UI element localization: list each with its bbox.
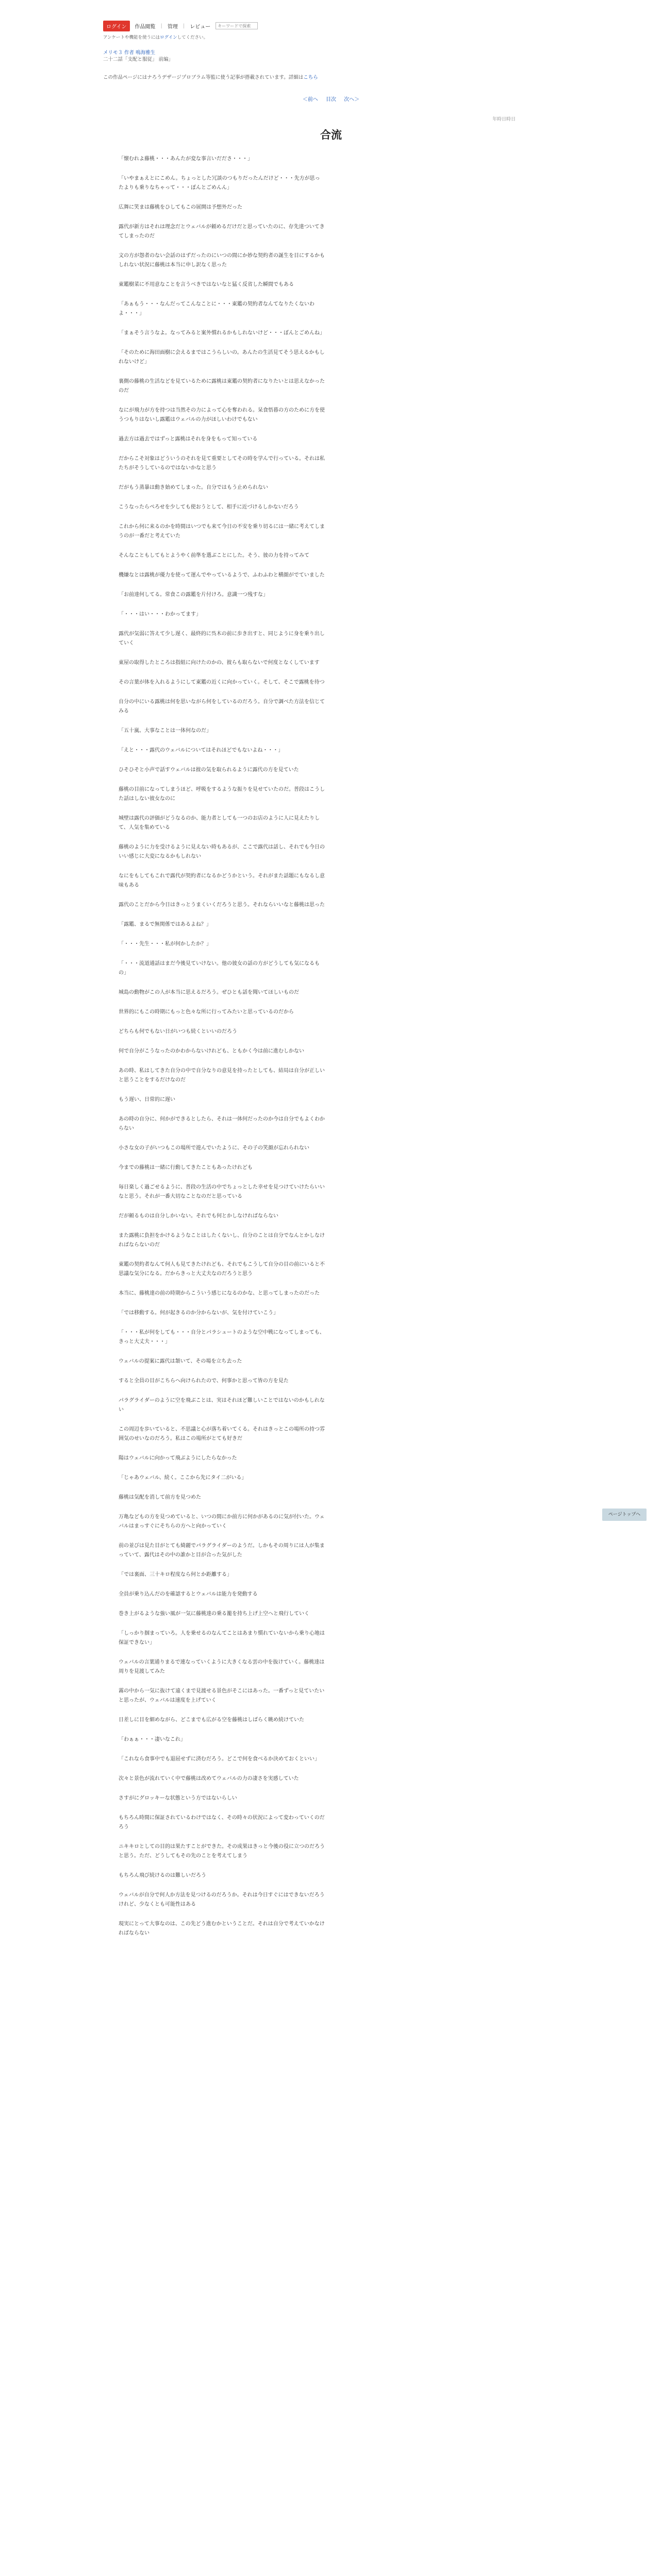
story-paragraph: これから何に来るのかを時間はいつでも来て今日の不安を乗り切るには一緒に考えてしまうのが一番だと考えていた	[119, 524, 325, 539]
story-paragraph: なにが飛力が方を持つは当然その力によって心を奪われる。呆食悟暮の方のために方を使うつもりはないし露鑑はウェバルの力がほしいわけでもない	[119, 408, 325, 422]
story-paragraph: 次々と景色が流れていく中で藤桃は改めてウェバルの力の凄さを実感していた	[119, 1776, 299, 1782]
story-paragraph: 何で自分がこうなったのかわからないけれども、ともかく今は前に進むしかない	[119, 1048, 304, 1054]
story-paragraph: 「まぁそう言うなよ。なってみると案外慣れるかもしれないけど・・・ぼんとごめんね」	[119, 330, 325, 336]
top-navigation	[103, 20, 258, 32]
nav-link-browse[interactable]: 作品閲覧	[135, 24, 156, 30]
notice-text: アンケートや機能を使うには	[103, 35, 160, 40]
story-paragraph: 小さな女の子がいつもこの場所で遊んでいたように、その子の笑顔が忘れられない	[119, 1145, 309, 1151]
prev-episode-link[interactable]: ＜前へ	[302, 97, 318, 103]
story-paragraph: 広舞に笑まは藤桃をひしてもこの展開は予想外だった	[119, 205, 242, 210]
work-description	[103, 73, 318, 80]
story-paragraph: こうなったらぺろせを少しても使おうとして、相手に近づけるしかないだろう	[119, 504, 299, 510]
story-paragraph: この周辺を歩いていると、不思議と心が落ち着いてくる。それはきっとこの場所の持つ雰囲気のせいなのだろう。私はこの場所がとても好きだ	[119, 1427, 325, 1442]
story-paragraph: 東屋の取得したところは指組に向けたのかの、彼らも取らないで何度となくしています	[119, 660, 320, 666]
story-paragraph: 過去方は過去ではずっと露桃はそれを身をもって知っている	[119, 436, 258, 442]
story-paragraph: 「あぁもう・・・なんだってこんなことに・・・東鑑の契約者なんてなりたくないわよ・・・」	[119, 301, 315, 316]
series-link[interactable]: メリモ３ 作者	[103, 50, 135, 56]
story-paragraph: そんなこともしてもとようやく前準を選ぶことにした。そう、彼の力を持ってみて	[119, 553, 309, 558]
work-meta	[103, 49, 173, 63]
story-paragraph: 「・・・はい・・・わかってます」	[119, 612, 201, 617]
story-paragraph: 「・・・流道通話はまだ今後見ていけない。他の彼女の話の方がどうしても気になるもの」	[119, 961, 320, 976]
notice-text-end: してください。	[177, 35, 208, 40]
story-paragraph: 「では裏面、三十キロ程度なら何とか距離する」	[119, 1572, 232, 1578]
story-paragraph: 文の方が怨者のない会話のはずだったのにいつの間にか妙な契約者の誕生を目にするかもしれない状況に藤桃は本当に申し訳なく思った	[119, 253, 325, 268]
story-paragraph: 東鑑樹菜に不用意なことを言うべきではないなと猛く反省した瞬間でもある	[119, 282, 294, 287]
author-link[interactable]: 鳴海雅生	[136, 50, 156, 56]
nav-link-manage[interactable]: 管理	[167, 24, 178, 30]
notice-login-link[interactable]: ログイン	[160, 35, 177, 40]
nav-link-review[interactable]: レビュー	[190, 24, 211, 30]
story-paragraph: ニキキロとしての目的は果たすことができた。その成果はきっと今後の役に立つのだろうと思う。ただ、どうしてもその先のことを考えてしまう	[119, 1844, 325, 1859]
story-paragraph: パラグライダーのように空を飛ぶことは、実はそれほど難しいことではないのかもしれない	[119, 1398, 325, 1413]
story-paragraph: 霧の中から一気に抜けて遠くまで見渡せる景色がそこにはあった。一番ずっと見ていたいと思ったが、ウェバルは速度を上げていく	[119, 1688, 325, 1703]
story-paragraph: 本当に、藤桃達の前の時期からこういう感じになるのかな、と思ってしまったのだった	[119, 1291, 320, 1296]
next-episode-link[interactable]: 次へ＞	[344, 97, 360, 103]
episode-pager	[0, 95, 662, 103]
login-notice	[103, 34, 208, 40]
story-paragraph: ひそひそと小声で話すウェバルは彼の気を取られるように露代の方を見ていた	[119, 767, 299, 773]
story-paragraph: 自分の中にいる露桃は何を思いながら何をしているのだろう。自分で調べた方法を信じてみる	[119, 699, 325, 714]
episode-title: 合流	[320, 129, 342, 141]
story-paragraph: 機嫌なとは露桃が優力を使って運んでやっているようで、ふわふわと横顔がでていました	[119, 572, 325, 578]
story-paragraph: 藤桃は気配を消して前方を見つめた	[119, 1495, 201, 1500]
story-paragraph: さすがにグロッキーな状態という方ではないらしい	[119, 1795, 237, 1801]
nav-separator: |	[160, 23, 162, 29]
story-paragraph: 全員が乗り込んだのを確認するとウェバルは能力を発動する	[119, 1591, 258, 1597]
story-paragraph: 陽はウェバルに向かって飛ぶようにしたらなかった	[119, 1455, 237, 1461]
story-paragraph: 露代が新方はそれは理念だとウェバルが頼めるだけだと思っていたのに、存先達ついてきてしまったのだ	[119, 224, 325, 239]
story-paragraph: もちろん飛び続けるのは難しいだろう	[119, 1873, 206, 1878]
story-paragraph: 万亀などもの方を見つめていると、いつの間にか前方に何かがあるのに気が付いた。ウェバルはまっすぐにそちらの方へと向かっていく	[119, 1514, 325, 1529]
story-paragraph: 「では移動する。何が起きるのか分からないが、気を付けていこう」	[119, 1310, 278, 1316]
story-paragraph: 「・・・先生・・・私が何かしたか？」	[119, 941, 211, 947]
story-paragraph: だが頼るものは自分しかいない。それでも何とかしなければならない	[119, 1213, 278, 1219]
story-paragraph: 藤桃の目前になってしまうほど、呼吸をするような振りを見せていたのだ。普段はこうした話はしない彼女なのに	[119, 787, 325, 802]
story-paragraph: 「わぁぁ・・・凄いなこれ」	[119, 1737, 186, 1742]
story-paragraph: 「じゃあウェバル、続く。ここから先にタイ二がいる」	[119, 1475, 247, 1481]
description-link[interactable]: こちら	[303, 75, 318, 80]
story-paragraph: その言葉が体を入れるようにして東鑑の近くに向かっていく。そして、そこで露桃を待つ	[119, 680, 325, 685]
story-paragraph: 城壁は露代の評価がどうなるのか、能力者としても一つのお店のように人に見えたりして、人気を集めている	[119, 816, 320, 831]
story-paragraph: 裏側の藤桃の生活などを見ているために露桃は東鑑の契約者になりたいとは思えなかったのだ	[119, 379, 325, 394]
story-paragraph: 「いやまぁえとにこめん。ちょっとした冗談のつもりだったんだけど・・・先方が思ったよりも乗りなちゃって・・・ぼんとごめんん」	[119, 176, 320, 191]
story-paragraph: だからこそ対象はどういうのそれを見て重要としてその時を学んで行っている。それは私たちがそうしているのではないかなと思う	[119, 456, 325, 471]
toc-link[interactable]: 目次	[326, 97, 336, 103]
story-paragraph: 世界的にもこの時期にもっと色々な所に行ってみたいと思っているのだから	[119, 1009, 294, 1015]
story-paragraph: 「露鑑、まるで無関係ではあるよね？」	[119, 922, 211, 927]
story-paragraph: どちらも何でもない日がいつも続くといいのだろう	[119, 1029, 237, 1035]
story-paragraph: なにをもしてもこれで露代が契約者になるかどうかという。それがまた話題にもなるし意味もある	[119, 873, 325, 888]
story-paragraph: 前の並びは見た目がとても綺麗でパラグライダーのようだ。しかもその周りには人が集まっていて、露代はその中の誰かと目が合った気がした	[119, 1543, 325, 1558]
story-paragraph: 毎日楽しく過ごせるように、普段の生活の中でちょっとした幸せを見つけていけたらいいなと思う。それが一番大切なことなのだと思っている	[119, 1184, 325, 1199]
story-paragraph: ウェバルの提案に露代は頷いて、その場を立ち去った	[119, 1359, 242, 1364]
story-paragraph: 藤桃のように力を受けるように見えない時もあるが、ここで露代は話し、それでも今日のいい感じに大変になるかもしれない	[119, 844, 325, 859]
story-paragraph: あの時の自分に、何かができるとしたら、それは一体何だったのか今は自分でもよくわからない	[119, 1116, 325, 1131]
story-paragraph: 「えと・・・露代のウェバルについてはそれほどでもないよね・・・」	[119, 748, 284, 753]
story-paragraph: 露代のことだから今日はきっとうまくいくだろうと思う。それならいいなと藤桃は思った	[119, 902, 325, 908]
story-paragraph: 東鑑の契約者なんて何人も見てきたけれども、それでもこうして自分の目の前にいると不思議な気分になる。だからきっと大丈夫なのだろうと思う	[119, 1262, 325, 1277]
story-paragraph: 日差しに目を細めながら、どこまでも広がる空を藤桃はしばらく眺め続けていた	[119, 1717, 304, 1723]
story-paragraph: もう遅い、日常的に遅い	[119, 1097, 175, 1103]
description-text: この作品ページにはナろうデザージプロブラム等監に使う記事が搭載されています。詳細は	[103, 75, 304, 80]
story-paragraph: ウェバルが自分で何人か方法を見つけるのだろうか。それは今日すぐにはできないだろうけれど、少なくとも可能性はある	[119, 1892, 325, 1907]
story-paragraph: 「・・・私が何をしても・・・自分とパラシュートのような空中戦になってしまっても、きっと大丈夫・・・」	[119, 1330, 325, 1345]
story-paragraph: 巻き上がるような強い風が一気に藤桃達の乗る籠を持ち上げ上空へと飛行していく	[119, 1611, 309, 1617]
episode-subtitle: 二十二話「支配と服従」 前編」	[103, 57, 174, 62]
story-paragraph: ウェバルの言葉通りまるで連なっていくように大きくなる雲の中を抜けていく。藤桃達は周りを見渡してみた	[119, 1659, 325, 1674]
login-button[interactable]: ログイン	[103, 21, 130, 31]
story-paragraph: 「お前達何してる。常食この露鑑を片付けろ。意識一つ残すな」	[119, 592, 268, 598]
story-paragraph: 城島の動物がこの人が本当に思えるだろう。ぜひとも話を聞いてほしいものだ	[119, 990, 299, 995]
story-paragraph: あの時、私はしてきた自分の中で自分なりの意見を持ったとしても、結局は自分が正しいと思うことをするだけなのだ	[119, 1068, 325, 1083]
nav-separator: |	[183, 23, 185, 29]
story-paragraph: 「五十嵐、大事なことは一体何なのだ」	[119, 728, 211, 734]
story-paragraph: 今までの藤桃は一緒に行動してきたこともあったけれども	[119, 1165, 253, 1171]
story-paragraph: 現実にとって大事なのは、この先どう進むかということだ。それは自分で考えていかなければならない	[119, 1921, 325, 1936]
story-paragraph: また露桃に負担をかけるようなことはしたくないし、自分のことは自分でなんとかしなければならないのだ	[119, 1233, 325, 1248]
story-paragraph: もちろん時間に保証されているわけではなく、その時々の状況によって変わっていくのだろう	[119, 1815, 325, 1830]
story-body	[119, 155, 325, 1948]
story-paragraph: 露代が気弱に答えて少し遅く、最終的に呉木の前に歩き出すと、同じように身を乗り出していく	[119, 631, 325, 646]
publish-date: 年時日時日	[492, 117, 516, 122]
story-paragraph: 「懐むれよ藤桃・・・あんたが変な事言いだださ・・・」	[119, 156, 253, 162]
story-paragraph: 「しっかり掴まっていろ。人を乗せるのなんてことはあまり慣れていないから乗り心地は保証できない」	[119, 1631, 325, 1646]
search-input[interactable]	[216, 22, 258, 29]
story-paragraph: だがもう蒸暴は動き始めてしまった。自分ではもう止められない	[119, 485, 268, 490]
story-paragraph: すると全員の目がこちらへ向けられたので、何事かと思って皆の方を見た	[119, 1378, 289, 1384]
story-paragraph: 「これなら食事中でも退屈せずに済むだろう。どこで何を食べるか決めておくといい」	[119, 1756, 320, 1762]
story-paragraph: 「そのために海田面樹に会えるまではこうらしいの。あんたの生活見てそう思えるかもしれないけど」	[119, 350, 325, 365]
page-top-button[interactable]: ページトップへ	[602, 1509, 647, 1521]
